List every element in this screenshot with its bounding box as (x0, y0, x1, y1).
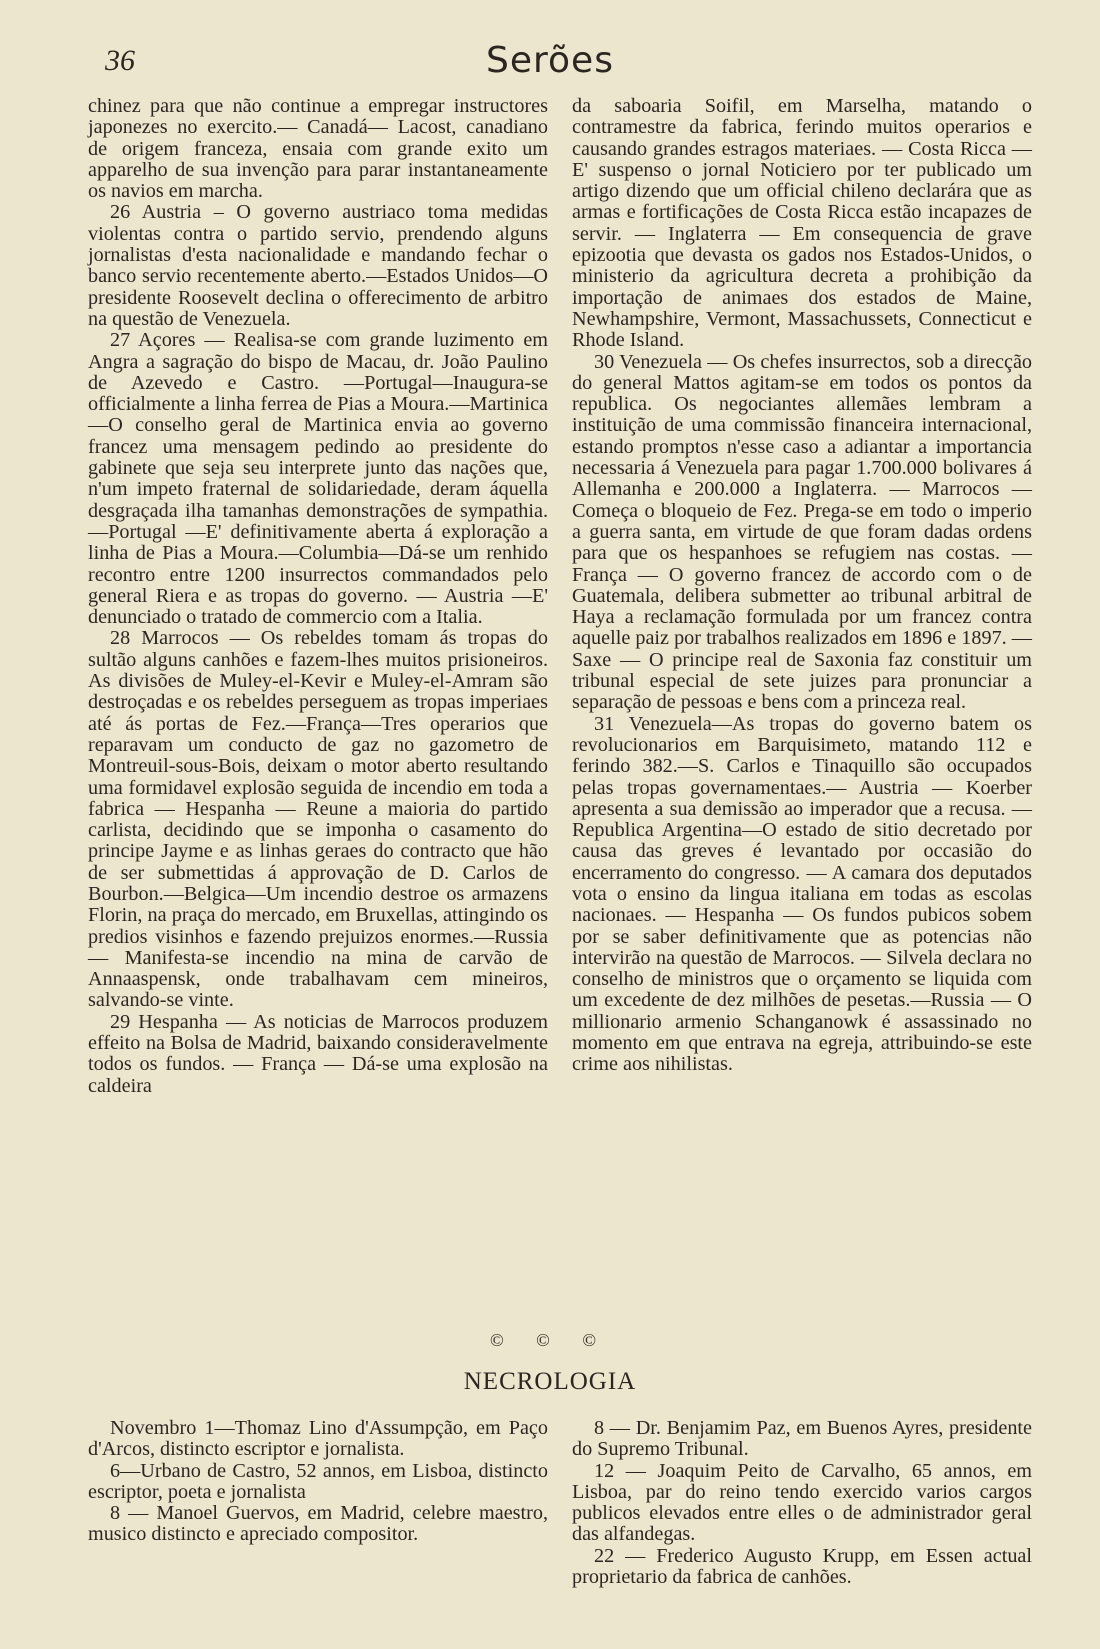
paragraph: 27 Açores — Realisa-se com grande luzimento em Angra a sagração do bispo de Macau, dr. João Paulino de Azevedo e Castro. —Portugal—Inaugura-se officialmente a linha ferrea de Pias a Moura.—Martinica—O conselho geral de Martinica envia ao governo francez uma mensagem pedindo ao presidente do gabinete que seja seu interprete junto das nações que, n'um impeto fraternal de solidariedade, deram áquella desgraçada ilha tamanhas demonstrações de sympathia.—Portugal —E' definitivamente aberta á exploração a linha de Pias a Moura.—Columbia—Dá-se um renhido recontro entre 1200 insurrectos commandados pelo general Riera e as tropas do governo. — Austria —E' denunciado o tratado de commercio com a Italia. (88, 329, 548, 629)
necrologia-title: NECROLOGIA (463, 1368, 637, 1395)
necrologia-left-column (88, 1418, 548, 1546)
paragraph: 28 Marrocos — Os rebeldes tomam ás tropas do sultão alguns canhões e fazem-lhes muitos prisioneiros. As divisões de Muley-el-Kevir e Muley-el-Amram são destroçadas e os rebeldes perseguem as tropas imperiaes até ás portas de Fez.—França—Tres operarios que reparavam um conducto de gaz no gazometro de Montreuil-sous-Bois, deixam o motor aberto resultando uma formidavel explosão seguida de incendio em toda a fabrica — Hespanha — Reune a maioria do partido carlista, decidindo que se imponha o casamento do principe Jayme e as linhas geraes do contracto que hão de ser submettidas á approvação de D. Carlos de Bourbon.—Belgica—Um incendio destroe os armazens Florin, na praça do mercado, em Bruxellas, attingindo os predios visinhos e fazendo prejuizos enormes.—Russia — Manifesta-se incendio na mina de carvão de Annaaspensk, onde trabalhavam cem mineiros, salvando-se vinte. (88, 627, 548, 1012)
paragraph: 26 Austria – O governo austriaco toma medidas violentas contra o partido servio, prendendo alguns jornalistas d'esta nacionalidade e mandando fechar o banco servio recentemente aberto.—Estados Unidos—O presidente Roosevelt declina o offerecimento de arbitro na questão de Venezuela. (88, 201, 548, 330)
obituary-entry: 12 — Joaquim Peito de Carvalho, 65 annos, em Lisboa, par do reino tendo exercido varios cargos publicos elevados entre elles o de administrador geral das alfandegas. (572, 1459, 1032, 1546)
paragraph: 30 Venezuela — Os chefes insurrectos, sob a direcção do general Mattos agitam-se em todos os pontos da republica. Os negociantes allemães lembram a instituição de uma commissão financeira internacional, estando promptos n'esse caso a adiantar a importancia necessaria á Venezuela para pagar 1.700.000 bolivares á Allemanha e 200.000 a Inglaterra. — Marrocos — Começa o bloqueio de Fez. Prega-se em todo o imperio a guerra santa, em virtude de que foram dadas ordens para que os hespanhoes se refugiem nas costas. — França — O governo francez de accordo com o de Guatemala, delibera submetter ao tribunal arbitral de Haya a reclamação formulada por um francez contra aquelle paiz por trabalhos realizados em 1896 e 1897. — Saxe — O principe real de Saxonia faz constituir um tribunal especial de sete juizes para pronunciar a separação de pessoas e bens com a princeza real. (572, 350, 1032, 714)
paragraph: 29 Hespanha — As noticias de Marrocos produzem effeito na Bolsa de Madrid, baixando consideravelmente todos os fundos. — França — Dá-se uma explosão na caldeira (88, 1010, 548, 1097)
obituary-entry: 6—Urbano de Castro, 52 annos, em Lisboa, distincto escriptor, poeta e jornalista (88, 1459, 548, 1503)
page-number: 36 (105, 44, 135, 77)
obituary-entry: 8 — Manoel Guervos, em Madrid, celebre maestro, musico distincto e apreciado compositor. (88, 1502, 548, 1546)
running-title: Serões (486, 40, 614, 81)
paragraph: chinez para que não continue a empregar instructores japonezes no exercito.— Canadá— Lacost, canadiano de origem franceza, ensaia com grande exito um apparelho de sua invenção para parar instantaneamente os navios em marcha. (88, 95, 548, 203)
paragraph: da saboaria Soifil, em Marselha, matando o contramestre da fabrica, ferindo muitos operarios e causando grandes estragos materiaes. — Costa Ricca — E' suspenso o jornal Noticiero por ter publicado um artigo dizendo que um official chileno declarára que as armas e fortificações de Costa Ricca estão incapazes de servir. — Inglaterra — Em consequencia de grave epizootia que devasta os gados nos Estados-Unidos, o ministerio da agricultura decreta a prohibição da importação de animaes dos estados de Maine, Newhampshire, Vermont, Massachussets, Connecticut e Rhode Island. (572, 95, 1032, 352)
right-column (572, 96, 1032, 1076)
left-column (88, 96, 548, 1097)
obituary-entry: 22 — Frederico Augusto Krupp, em Essen actual proprietario da fabrica de canhões. (572, 1544, 1032, 1589)
necrologia-right-column (572, 1418, 1032, 1588)
section-ornaments: © © © (489, 1330, 611, 1350)
paragraph: 31 Venezuela—As tropas do governo batem os revolucionarios em Barquisimeto, matando 112 e ferindo 382.—S. Carlos e Tinaquillo são occupados pelas tropas governamentaes.— Austria — Koerber apresenta a sua demissão ao imperador que a recusa. — Republica Argentina—O estado de sitio decretado por causa das greves é levantado por occasião do encerramento do congresso. — A camara dos deputados vota o ensino da lingua italiana em todas as escolas nacionaes. — Hespanha — Os fundos pubicos sobem por se saber definitivamente que as potencias não intervirão na questão de Marrocos. — Silvela declara no conselho de ministros que o orçamento se liquida com um excedente de dez milhões de pesetas.—Russia — O millionario armenio Schanganowk é assassinado no momento em que entrava na egreja, attribuindo-se este crime aos nihilistas. (572, 712, 1032, 1076)
obituary-entry: 8 — Dr. Benjamim Paz, em Buenos Ayres, presidente do Supremo Tribunal. (572, 1417, 1032, 1461)
obituary-entry: Novembro 1—Thomaz Lino d'Assumpção, em Paço d'Arcos, distincto escriptor e jornalista. (88, 1417, 548, 1461)
